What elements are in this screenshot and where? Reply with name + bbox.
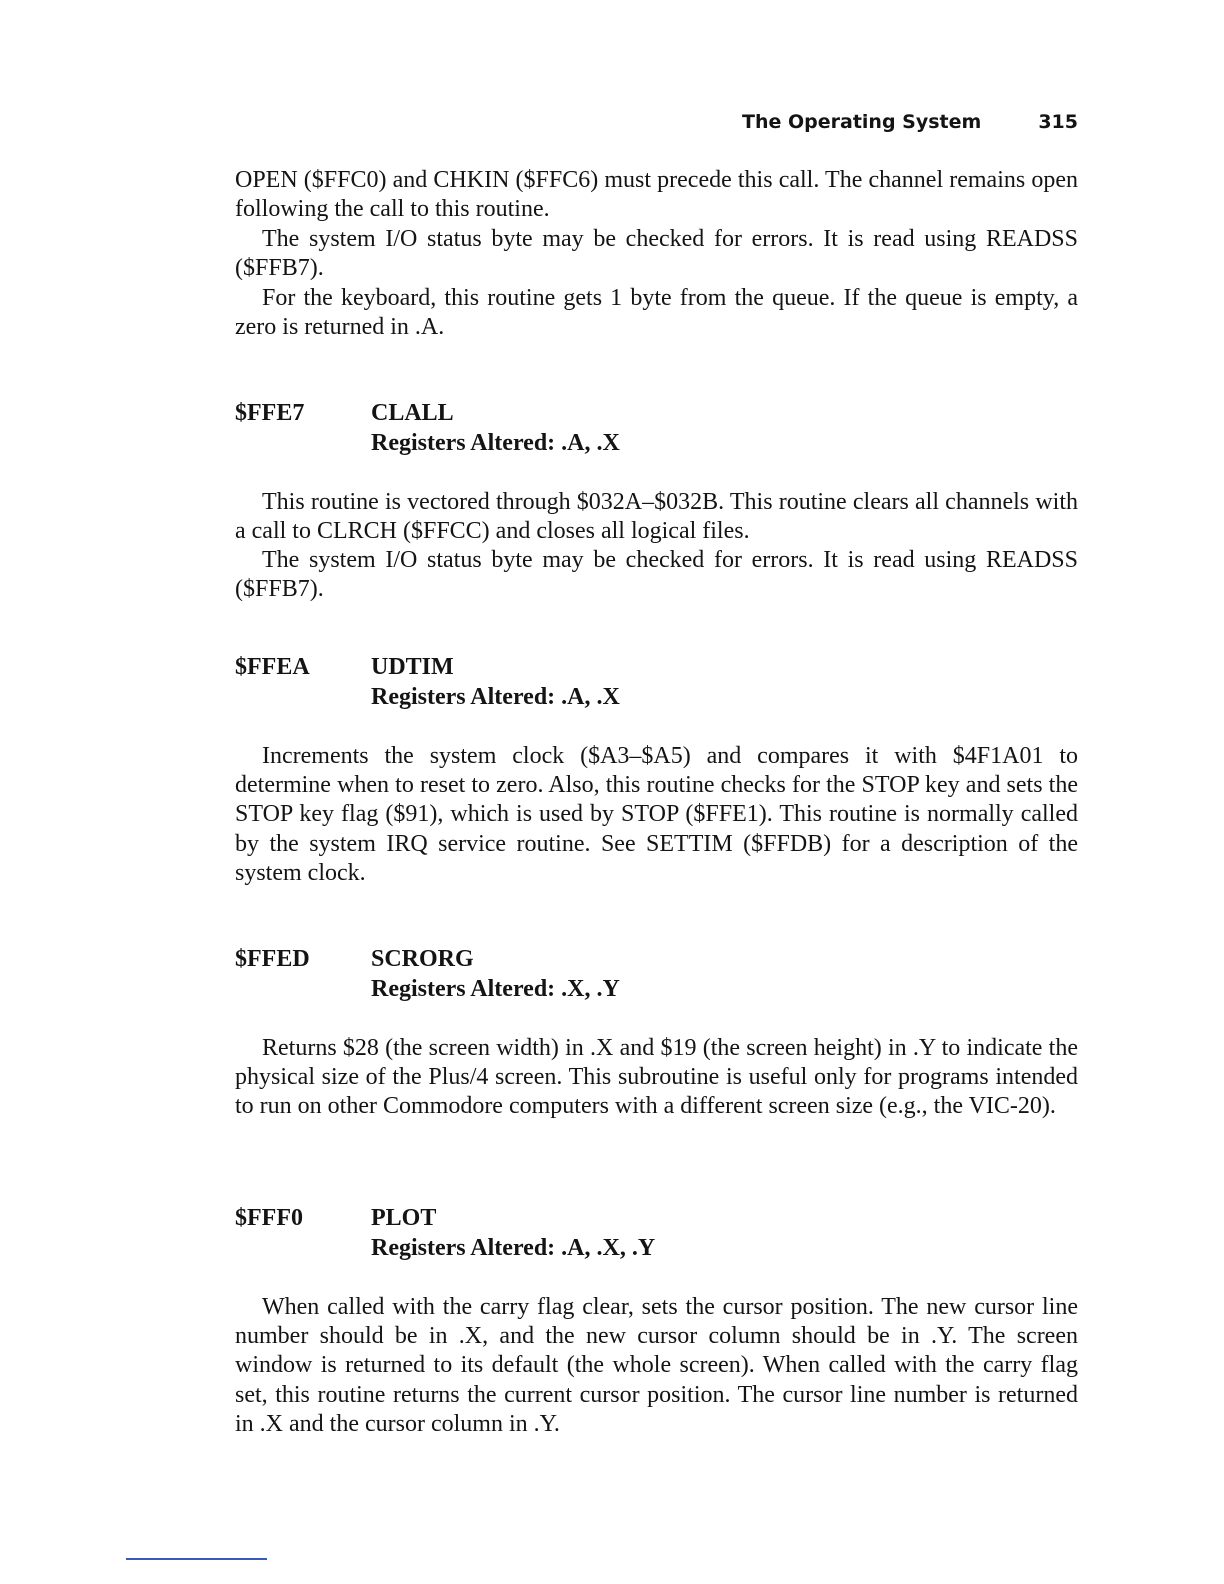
- entry-registers-altered: Registers Altered: .X, .Y: [371, 976, 620, 1002]
- entry-routine-name: SCRORG: [371, 946, 474, 972]
- entry-routine-name: CLALL: [371, 400, 454, 426]
- entry-description: Increments the system clock ($A3–$A5) and compares it with $4F1A01 to determine when to reset to zero. Also, this routine checks for the STOP key and sets the STOP key flag ($91), which is used by STOP ($FFE1). This routine is normally called by the system IRQ service routine. See SETTIM ($FFDB) for a description of the system clock.: [235, 743, 1078, 886]
- entry-routine-name: UDTIM: [371, 654, 454, 680]
- entry-registers-altered: Registers Altered: .A, .X: [371, 430, 620, 456]
- continuation-paragraph-3: For the keyboard, this routine gets 1 byte from the queue. If the queue is empty, a zero is returned in .A.: [235, 285, 1078, 341]
- entry-address: $FFED: [235, 946, 310, 972]
- entry-description: The system I/O status byte may be checked for errors. It is read using READSS ($FFB7).: [235, 547, 1078, 603]
- entry-routine-name: PLOT: [371, 1205, 437, 1231]
- running-header: [700, 111, 1078, 139]
- continuation-paragraph-1: OPEN ($FFC0) and CHKIN ($FFC6) must precede this call. The channel remains open following the call to this routine.: [235, 167, 1078, 223]
- entry-address: $FFEA: [235, 654, 310, 680]
- entry-description: Returns $28 (the screen width) in .X and $19 (the screen height) in .Y to indicate the physical size of the Plus/4 screen. This subroutine is useful only for programs intended to run on other Commodore computers with a different screen size (e.g., the VIC-20).: [235, 1035, 1078, 1120]
- entry-address: $FFF0: [235, 1205, 303, 1231]
- entry-registers-altered: Registers Altered: .A, .X, .Y: [371, 1235, 656, 1261]
- continuation-paragraph-2: The system I/O status byte may be checked for errors. It is read using READSS ($FFB7).: [235, 226, 1078, 282]
- bottom-rule: [126, 1558, 267, 1560]
- entry-description: When called with the carry flag clear, sets the cursor position. The new cursor line number should be in .X, and the new cursor column should be in .Y. The screen window is returned to its default (the whole screen). When called with the carry flag set, this routine returns the current cursor position. The cursor line number is returned in .X and the cursor column in .Y.: [235, 1294, 1078, 1437]
- entry-description: This routine is vectored through $032A–$032B. This routine clears all channels with a call to CLRCH ($FFCC) and closes all logical files.: [235, 489, 1078, 545]
- entry-address: $FFE7: [235, 400, 305, 426]
- entry-registers-altered: Registers Altered: .A, .X: [371, 684, 620, 710]
- running-title: The Operating System: [742, 111, 982, 133]
- page-number: 315: [1038, 111, 1078, 133]
